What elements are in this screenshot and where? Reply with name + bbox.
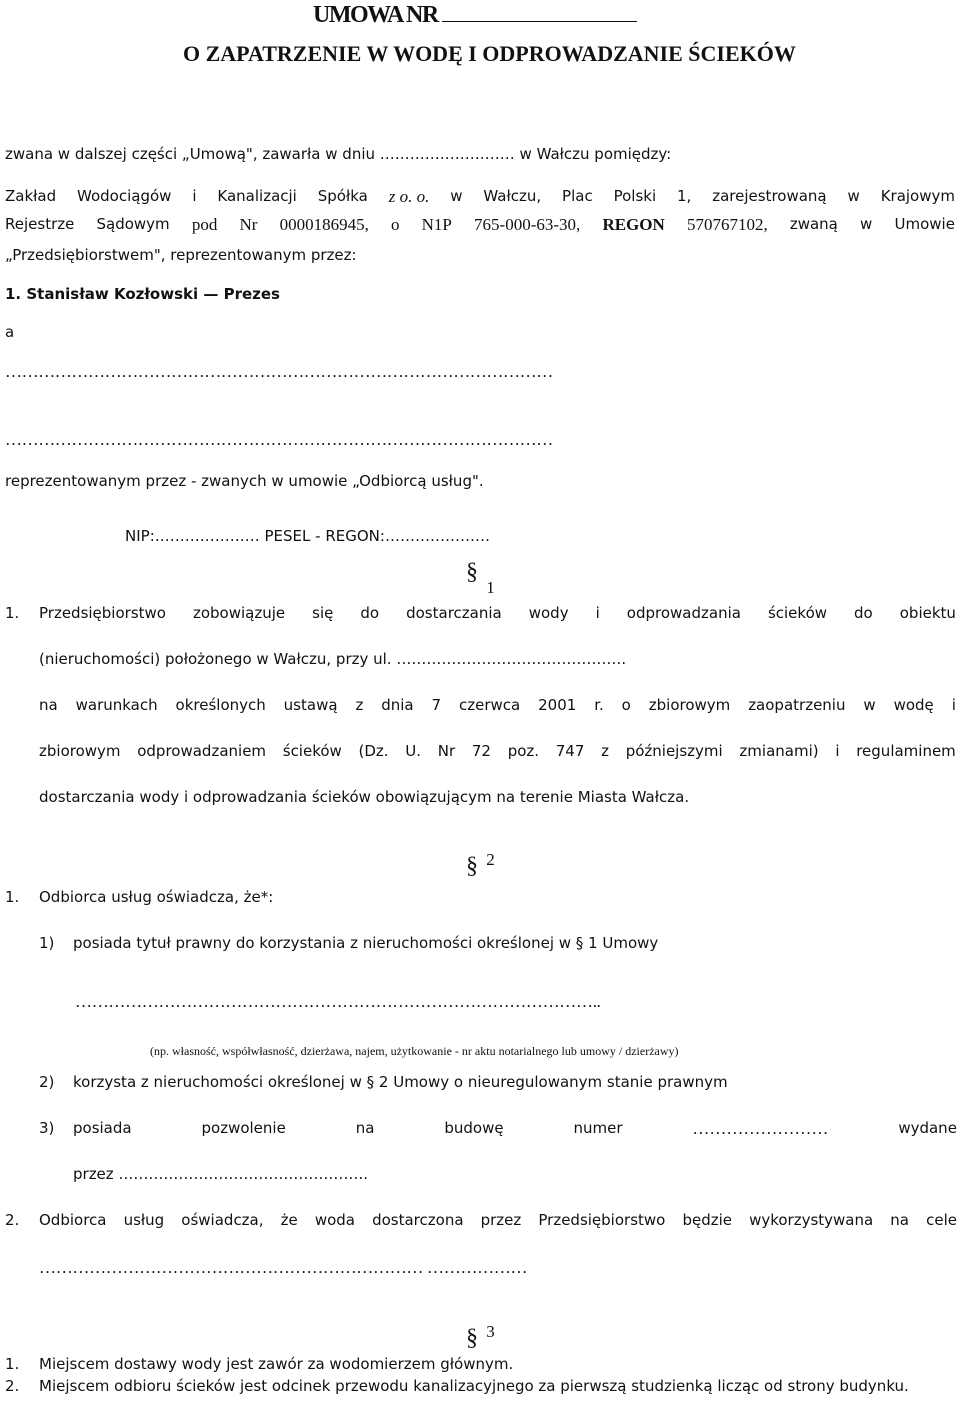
word: Wodociągów: [77, 187, 172, 205]
section-2-item-1-text: Odbiorca usług oświadcza, że*:: [39, 888, 274, 906]
word: 7: [431, 696, 442, 714]
word: Przedsiębiorstwo: [538, 1211, 666, 1229]
word: w: [863, 696, 876, 714]
word: zobowiązuje: [192, 604, 286, 622]
word: warunkach: [75, 696, 158, 714]
word: 765-000-63-30,: [474, 215, 581, 234]
word: 0000186945,: [279, 215, 369, 234]
word: Nr: [437, 742, 456, 760]
word: (Dz.: [358, 742, 389, 760]
word: odprowadzania: [626, 604, 741, 622]
section-2-sub-1-number: 1): [39, 934, 55, 952]
word: dnia: [381, 696, 414, 714]
section-3-item-1-text: Miejscem dostawy wody jest zawór za wodomierzem głównym.: [39, 1355, 514, 1373]
word: pozwolenie: [201, 1119, 286, 1137]
word: zarejestrowaną: [712, 187, 827, 205]
word: Przedsiębiorstwo: [39, 604, 166, 622]
intro-line-1: zwana w dalszej części „Umową", zawarła w dniu ……………………… w Wałczu pomiędzy:: [5, 145, 672, 163]
contract-number-blank: [442, 1, 637, 22]
word: r.: [594, 696, 604, 714]
section-3-heading: [466, 1324, 495, 1353]
section-2-sub-3-line-1: [73, 1119, 957, 1139]
word: przez: [480, 1211, 522, 1229]
contract-title-prefix: UMOWA NR: [313, 2, 438, 28]
section-2-note: (np. własność, współwłasność, dzierżawa, najem, użytkowanie - nr aktu notarialnego lub umowy / dzierżawy): [150, 1044, 679, 1058]
section-2-heading: [466, 852, 495, 881]
word: Plac: [562, 187, 593, 205]
word: w: [450, 187, 463, 205]
word: o: [391, 215, 400, 234]
word: zmianami): [739, 742, 819, 760]
section-2-item-2-dots: …………………………………………………………… ………………: [39, 1258, 528, 1277]
word: odprowadzaniem: [137, 742, 267, 760]
word: Umowie: [894, 215, 955, 233]
word: zwaną: [789, 215, 838, 233]
paragraph-symbol: §: [466, 1325, 478, 1351]
word: późniejszymi: [625, 742, 723, 760]
word: Polski: [613, 187, 657, 205]
word: ścieków: [767, 604, 828, 622]
word: 72: [471, 742, 491, 760]
word: w: [847, 187, 860, 205]
section-2-sub-3-line-2: przez …………………………………………..: [73, 1165, 368, 1183]
word: Odbiorca: [39, 1211, 107, 1229]
section-1-heading: [466, 558, 495, 597]
word: N1P: [421, 215, 452, 234]
word: zbiorowym: [39, 742, 121, 760]
word: Kanalizacji: [217, 187, 297, 205]
section-2-sub-2-text: korzysta z nieruchomości określonej w § 2 Umowy o nieuregulowanym stanie prawnym: [73, 1073, 728, 1091]
word: U.: [405, 742, 422, 760]
intro-line-3: [5, 215, 955, 235]
word: obiektu: [899, 604, 956, 622]
word: się: [312, 604, 334, 622]
word: ścieków: [282, 742, 342, 760]
section-number: 1: [486, 578, 495, 597]
section-2-sub-1-text: posiada tytuł prawny do korzystania z nieruchomości określonej w § 1 Umowy: [73, 934, 659, 952]
word: 747: [555, 742, 585, 760]
section-1-line-1: [39, 604, 956, 622]
section-2-item-2-number: 2.: [5, 1211, 20, 1229]
contract-title: [313, 1, 637, 30]
section-3-item-2-text: Miejscem odbioru ścieków jest odcinek przewodu kanalizacyjnego za pierwszą studzienką licząc od strony budynku.: [39, 1377, 909, 1395]
word: i: [951, 696, 956, 714]
word: wodę: [893, 696, 934, 714]
paragraph-symbol: §: [466, 559, 478, 585]
word: że: [280, 1211, 298, 1229]
client-dots-1: ………………………………………………………………………………………: [5, 362, 553, 381]
word: poz.: [507, 742, 540, 760]
word: Wałczu,: [483, 187, 542, 205]
section-3-item-1-number: 1.: [5, 1355, 20, 1373]
intro-line-4: „Przedsiębiorstwem", reprezentowanym przez:: [5, 246, 357, 264]
section-1-item-number: 1.: [5, 604, 20, 622]
word: na: [890, 1211, 909, 1229]
section-2-sub-3-number: 3): [39, 1119, 55, 1137]
section-2-sub-2-number: 2): [39, 1073, 55, 1091]
word: usług: [123, 1211, 165, 1229]
word: i: [192, 187, 197, 205]
section-2-sub-1-dots: …………………………………………………………………………………..: [75, 992, 601, 1011]
section-1-line-5: dostarczania wody i odprowadzania ścieków obowiązującym na terenie Miasta Wałcza.: [39, 788, 690, 806]
word: 1,: [677, 187, 692, 205]
word: i: [835, 742, 840, 760]
word: 2001: [538, 696, 577, 714]
word: będzie: [682, 1211, 732, 1229]
word: cele: [926, 1211, 957, 1229]
word: do: [360, 604, 380, 622]
client-line: reprezentowanym przez - zwanych w umowie „Odbiorcą usług".: [5, 472, 484, 490]
word: Spółka: [317, 187, 368, 205]
word: wydane: [898, 1119, 957, 1137]
word: 570767102,: [686, 215, 768, 234]
contract-subtitle: O ZAPATRZENIE W WODĘ I ODPROWADZANIE ŚCIEKÓW: [183, 41, 796, 66]
word: ustawą: [283, 696, 338, 714]
word: posiada: [73, 1119, 132, 1137]
word: określonych: [175, 696, 266, 714]
word: Zakład: [5, 187, 57, 205]
section-1-line-3: [39, 696, 956, 714]
word: o: [621, 696, 631, 714]
section-number: 2: [486, 850, 495, 869]
word: Rejestrze: [5, 215, 75, 233]
word: zbiorowym: [648, 696, 731, 714]
word: oświadcza,: [181, 1211, 264, 1229]
word: na: [39, 696, 58, 714]
word: Sądowym: [96, 215, 170, 233]
word: z: [355, 696, 364, 714]
word: wody: [528, 604, 569, 622]
section-1-line-4: [39, 742, 956, 760]
paragraph-symbol: §: [466, 853, 478, 879]
word: dostarczania: [406, 604, 502, 622]
word: pod: [191, 215, 218, 234]
word: zaopatrzeniu: [748, 696, 846, 714]
word: regulaminem: [856, 742, 956, 760]
word: w: [860, 215, 873, 233]
word: woda: [314, 1211, 355, 1229]
word: z: [601, 742, 609, 760]
word: na: [355, 1119, 375, 1137]
word: wykorzystywana: [749, 1211, 874, 1229]
section-3-item-2-number: 2.: [5, 1377, 20, 1395]
and-label: a: [5, 323, 15, 341]
section-2-item-2-line-1: [39, 1211, 957, 1229]
word: REGON: [602, 215, 665, 234]
intro-line-2: [5, 187, 955, 207]
representative: 1. Stanisław Kozłowski — Prezes: [5, 285, 280, 303]
word: czerwca: [458, 696, 521, 714]
word: Krajowym: [880, 187, 955, 205]
word: Nr: [239, 215, 258, 234]
section-2-item-1-number: 1.: [5, 888, 20, 906]
word: z o. o.: [388, 187, 430, 206]
section-1-line-2: (nieruchomości) położonego w Wałczu, przy ul. ……………………………………….: [39, 650, 627, 668]
word: do: [854, 604, 873, 622]
client-ids: NIP:………………… PESEL - REGON:…………………: [125, 527, 490, 545]
word: numer: [573, 1119, 623, 1137]
section-number: 3: [486, 1322, 495, 1341]
word: i: [595, 604, 600, 622]
word: budowę: [444, 1119, 504, 1137]
permit-dots: ……………………: [692, 1119, 829, 1138]
client-dots-2: ………………………………………………………………………………………: [5, 430, 553, 449]
word: dostarczona: [372, 1211, 464, 1229]
